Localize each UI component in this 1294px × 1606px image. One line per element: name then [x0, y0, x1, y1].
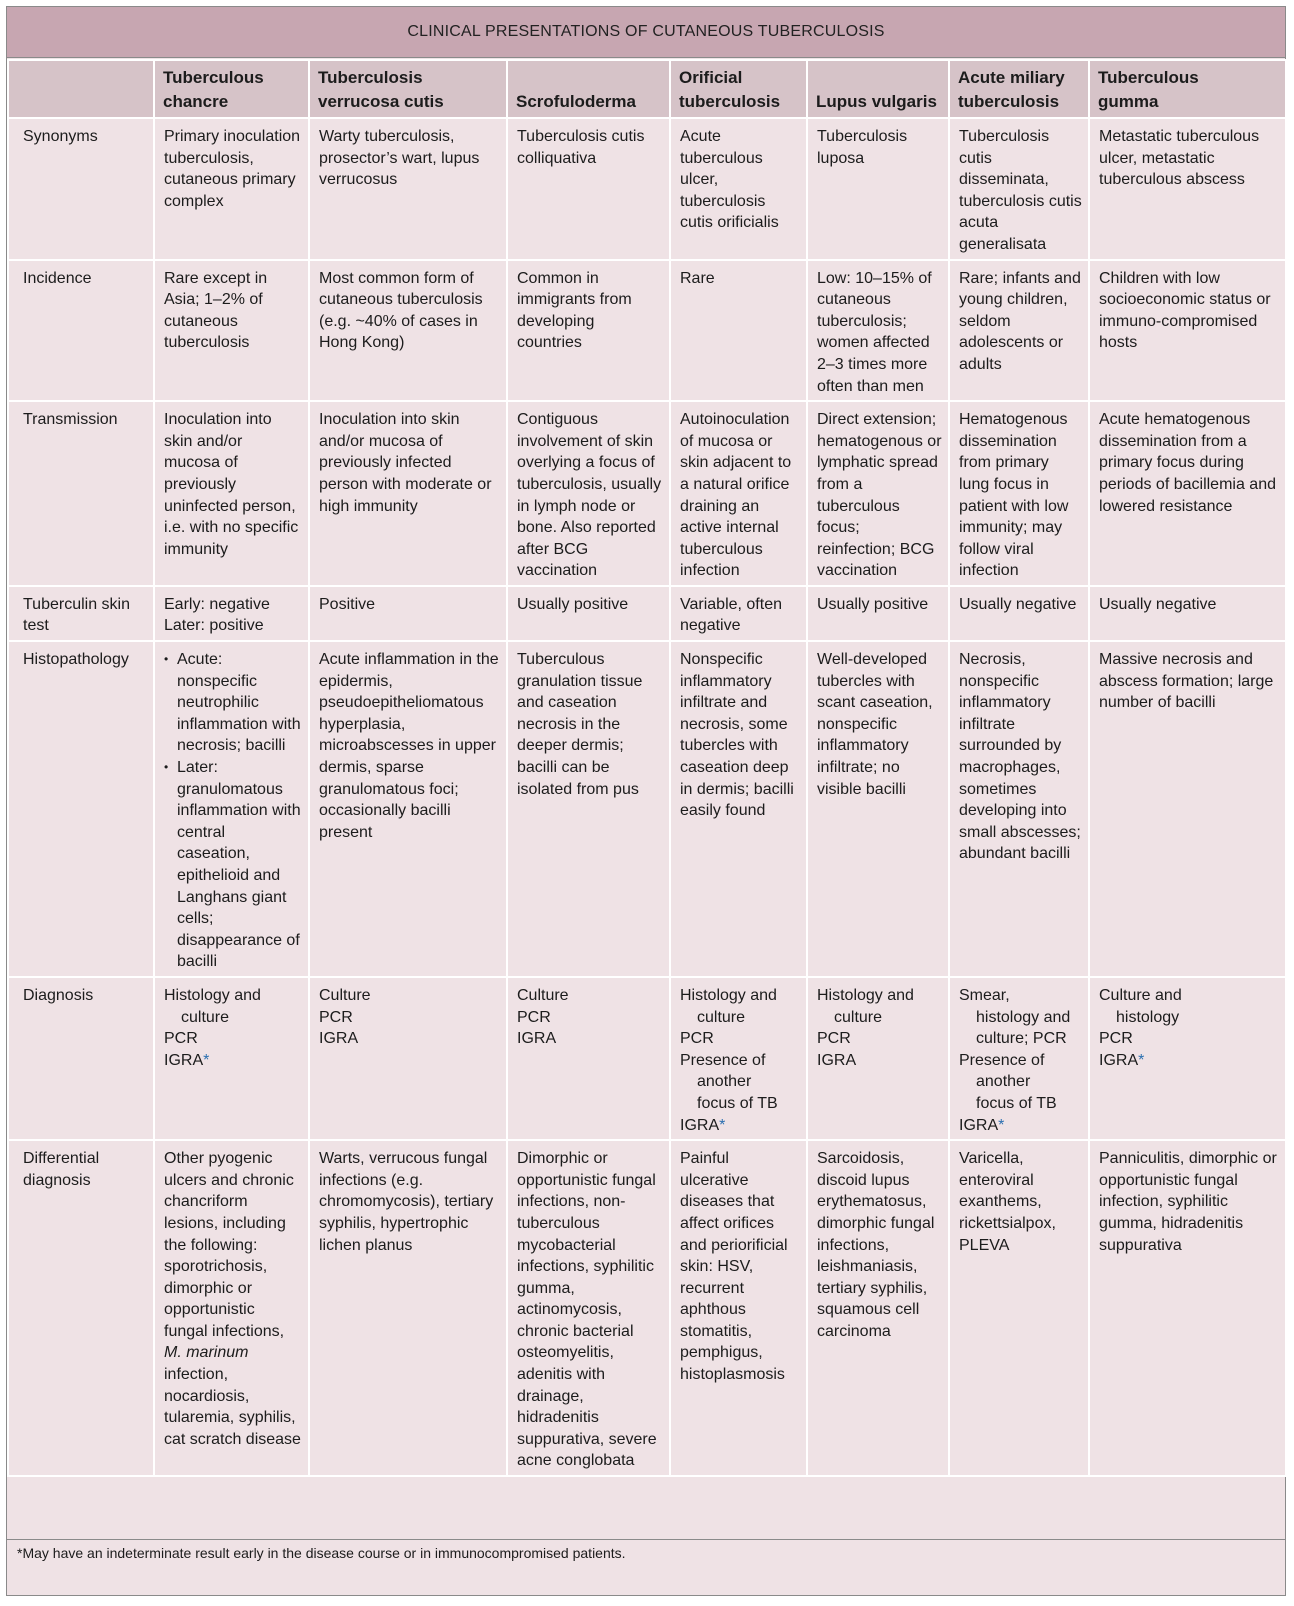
table-title — [7, 7, 1285, 58]
table-row — [8, 260, 1286, 402]
table-cell: Massive necrosis and abscess formation; large number of bacilli — [1089, 641, 1286, 977]
table-cell: Acute tuberculous ulcer, tuberculosis cutis orificialis — [670, 118, 807, 260]
table-cell: Direct extension; hematogenous or lymphatic spread from a tuberculous focus; reinfection; BCG vaccination — [807, 401, 949, 586]
table-cell: Panniculitis, dimorphic or opportunistic fungal infection, syphilitic gumma, hidradenitis suppurativa — [1089, 1140, 1286, 1476]
table-cell: Histology and culture PCR IGRA* — [154, 977, 309, 1140]
table-cell: Culture PCR IGRA — [507, 977, 670, 1140]
table-cell: Acute hematogenous dissemination from a primary focus during periods of bacillemia and lowered resistance — [1089, 401, 1286, 586]
table-cell: Necrosis, nonspecific inflammatory infiltrate surrounded by macrophages, sometimes developing into small abscesses; abundant bacilli — [949, 641, 1089, 977]
table-row — [8, 641, 1286, 977]
bullet-item: • Later: granulomatous inflammation with central caseation, epithelioid and Langhans giant cells; disappearance of bacilli — [164, 757, 302, 973]
table-cell: Rare except in Asia; 1–2% of cutaneous tuberculosis — [154, 260, 309, 402]
asterisk-mark: * — [719, 1116, 726, 1134]
table-cell: Inoculation into skin and/or mucosa of previously uninfected person, i.e. with no specific immunity — [154, 401, 309, 586]
row-label: Differential diagnosis — [8, 1140, 154, 1476]
table-cell: Rare; infants and young children, seldom adolescents or adults — [949, 260, 1089, 402]
table-cell: Other pyogenic ulcers and chronic chancriform lesions, including the following: sporotrichosis, dimorphic or opportunistic fungal infections, M. marinum infection, nocardiosis, tularemia, syphilis, cat scratch disease — [154, 1140, 309, 1476]
table-cell: Histology and culture PCR IGRA — [807, 977, 949, 1140]
table-cell: Primary inoculation tuberculosis, cutaneous primary complex — [154, 118, 309, 260]
table-frame — [6, 6, 1286, 1596]
row-label: Tuberculin skin test — [8, 586, 154, 641]
table-cell: Inoculation into skin and/or mucosa of previously infected person with moderate or high immunity — [309, 401, 507, 586]
table-cell: Sarcoidosis, discoid lupus erythematosus, dimorphic fungal infections, leishmaniasis, tertiary syphilis, squamous cell carcinoma — [807, 1140, 949, 1476]
table-cell: Rare — [670, 260, 807, 402]
asterisk-mark: * — [998, 1116, 1005, 1134]
table-cell: Usually positive — [807, 586, 949, 641]
column-header: Tuberculous chancre — [154, 60, 309, 118]
footnote — [7, 1539, 1285, 1595]
table-row — [8, 1140, 1286, 1476]
table-cell: Variable, often negative — [670, 586, 807, 641]
table-cell: Warts, verrucous fungal infections (e.g. chromomycosis), tertiary syphilis, hypertrophic lichen planus — [309, 1140, 507, 1476]
table-cell: Tuberculosis cutis disseminata, tuberculosis cutis acuta generalisata — [949, 118, 1089, 260]
table-cell: Children with low socioeconomic status or immuno-compromised hosts — [1089, 260, 1286, 402]
table-cell: Most common form of cutaneous tuberculosis (e.g. ~40% of cases in Hong Kong) — [309, 260, 507, 402]
table-cell: Metastatic tuberculous ulcer, metastatic tuberculous abscess — [1089, 118, 1286, 260]
table-cell: Tuberculosis luposa — [807, 118, 949, 260]
tuberculosis-table — [7, 59, 1287, 1477]
table-cell: Smear, histology and culture; PCR Presence of another focus of TB IGRA* — [949, 977, 1089, 1140]
asterisk-mark: * — [1138, 1051, 1145, 1069]
table-cell: Usually negative — [949, 586, 1089, 641]
table-row — [8, 118, 1286, 260]
table-cell: Hematogenous dissemination from primary lung focus in patient with low immunity; may follow viral infection — [949, 401, 1089, 586]
header-row — [8, 60, 1286, 118]
table-cell — [154, 641, 309, 977]
table-title-text: CLINICAL PRESENTATIONS OF CUTANEOUS TUBERCULOSIS — [407, 23, 885, 40]
table-cell: Early: negative Later: positive — [154, 586, 309, 641]
table-cell: Acute inflammation in the epidermis, pseudoepitheliomatous hyperplasia, microabscesses in upper dermis, sparse granulomatous foci; occasionally bacilli present — [309, 641, 507, 977]
row-label: Synonyms — [8, 118, 154, 260]
table-cell: Nonspecific inflammatory infiltrate and necrosis, some tubercles with caseation deep in dermis; bacilli easily found — [670, 641, 807, 977]
table-cell: Dimorphic or opportunistic fungal infections, non-tuberculous mycobacterial infections, syphilitic gumma, actinomycosis, chronic bacterial osteomyelitis, adenitis with drainage, hidradenitis suppurativa, severe acne conglobata — [507, 1140, 670, 1476]
table-cell: Culture and histology PCR IGRA* — [1089, 977, 1286, 1140]
column-header: Tuberculous gumma — [1089, 60, 1286, 118]
column-header: Scrofuloderma — [507, 60, 670, 118]
table-row — [8, 401, 1286, 586]
column-header: Orificial tuberculosis — [670, 60, 807, 118]
table-cell: Varicella, enteroviral exanthems, rickettsialpox, PLEVA — [949, 1140, 1089, 1476]
table-cell: Usually negative — [1089, 586, 1286, 641]
table-cell: Autoinoculation of mucosa or skin adjacent to a natural orifice draining an active internal tuberculous infection — [670, 401, 807, 586]
footnote-mark: * — [17, 1545, 23, 1561]
table-cell: Culture PCR IGRA — [309, 977, 507, 1140]
bullet-item: • Acute: nonspecific neutrophilic inflammation with necrosis; bacilli — [164, 649, 302, 757]
table-cell: Low: 10–15% of cutaneous tuberculosis; women affected 2–3 times more often than men — [807, 260, 949, 402]
table-cell: Positive — [309, 586, 507, 641]
table-cell: Well-developed tubercles with scant caseation, nonspecific inflammatory infiltrate; no visible bacilli — [807, 641, 949, 977]
table-cell: Contiguous involvement of skin overlying a focus of tuberculosis, usually in lymph node or bone. Also reported after BCG vaccination — [507, 401, 670, 586]
column-header: Acute miliary tuberculosis — [949, 60, 1089, 118]
row-label: Diagnosis — [8, 977, 154, 1140]
table-cell: Tuberculous granulation tissue and caseation necrosis in the deeper dermis; bacilli can be isolated from pus — [507, 641, 670, 977]
row-label: Incidence — [8, 260, 154, 402]
column-header: Tuberculosis verrucosa cutis — [309, 60, 507, 118]
row-label: Histopathology — [8, 641, 154, 977]
table-cell: Painful ulcerative diseases that affect orifices and periorificial skin: HSV, recurrent aphthous stomatitis, pemphigus, histoplasmosis — [670, 1140, 807, 1476]
column-header: Lupus vulgaris — [807, 60, 949, 118]
header-corner — [8, 60, 154, 118]
table-cell: Common in immigrants from developing countries — [507, 260, 670, 402]
table-row — [8, 586, 1286, 641]
asterisk-mark: * — [203, 1051, 210, 1069]
table-cell: Tuberculosis cutis colliquativa — [507, 118, 670, 260]
table-cell: Histology and culture PCR Presence of another focus of TB IGRA* — [670, 977, 807, 1140]
table-cell: Usually positive — [507, 586, 670, 641]
row-label: Transmission — [8, 401, 154, 586]
table-cell: Warty tuberculosis, prosector’s wart, lupus verrucosus — [309, 118, 507, 260]
footnote-text: May have an indeterminate result early in the disease course or in immunocompromised patients. — [22, 1545, 626, 1561]
table-row — [8, 977, 1286, 1140]
